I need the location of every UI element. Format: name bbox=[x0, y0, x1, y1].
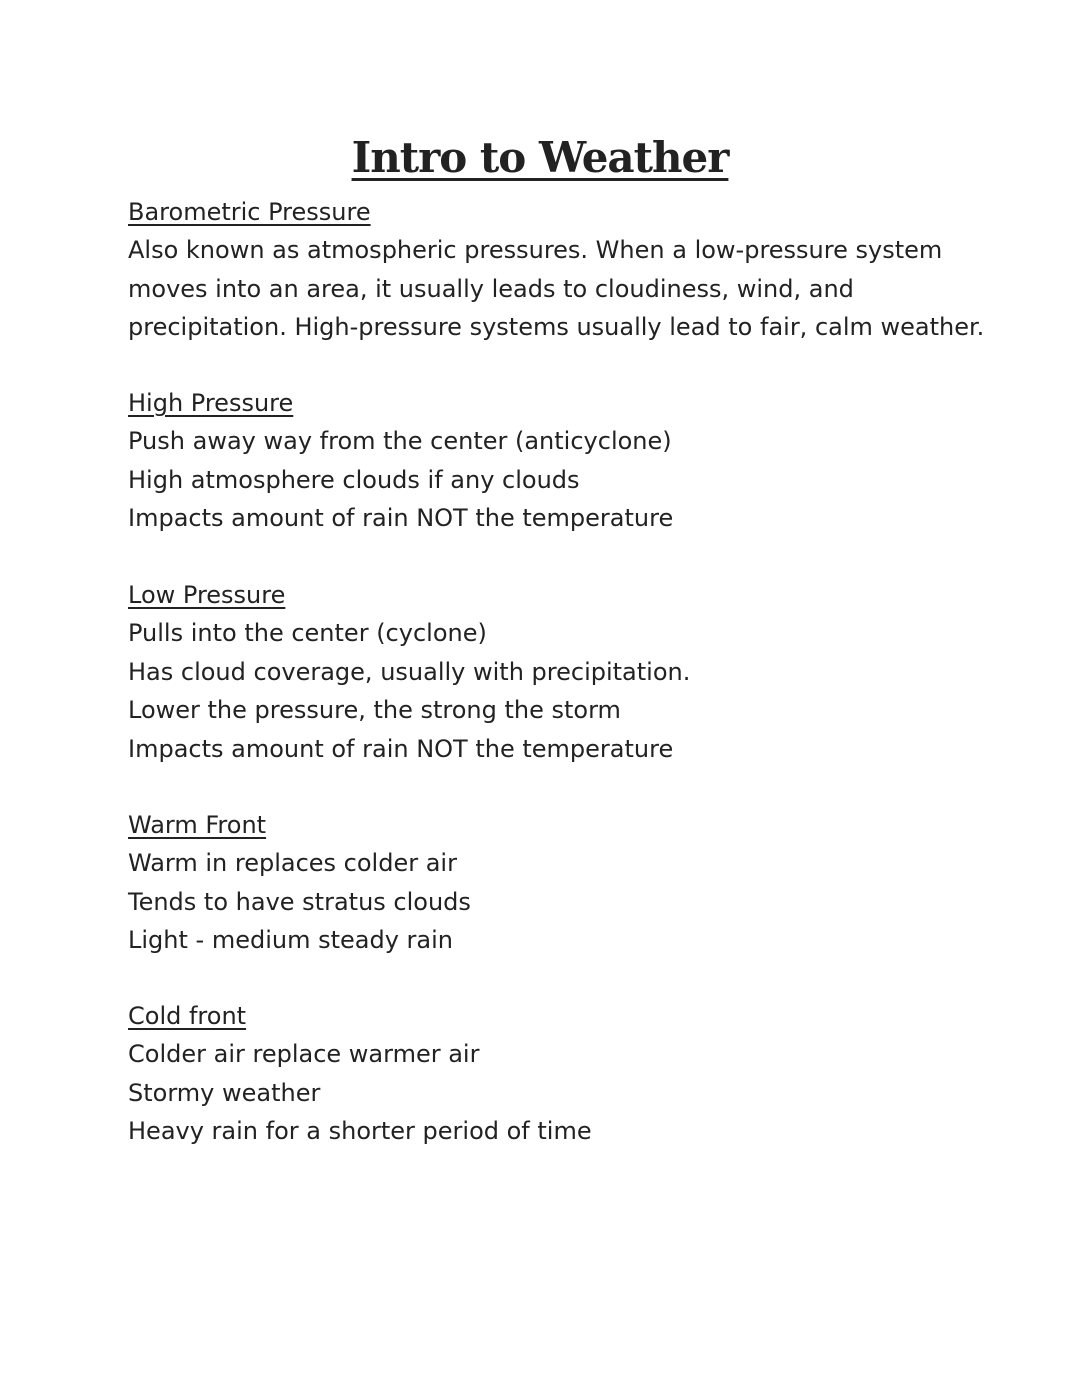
section-cold-front bbox=[128, 997, 1028, 1151]
section-high-pressure bbox=[128, 384, 1028, 538]
section-heading: Low Pressure bbox=[128, 581, 286, 609]
list-item: Lower the pressure, the strong the storm bbox=[128, 696, 621, 725]
paragraph-line: Also known as atmospheric pressures. When a low-pressure system bbox=[128, 236, 943, 265]
list-item: Heavy rain for a shorter period of time bbox=[128, 1117, 592, 1146]
list-item: Has cloud coverage, usually with precipitation. bbox=[128, 657, 691, 686]
section-heading: Barometric Pressure bbox=[128, 198, 371, 226]
paragraph-line: moves into an area, it usually leads to cloudiness, wind, and bbox=[128, 274, 854, 303]
list-item: Push away way from the center (anticyclone) bbox=[128, 427, 672, 456]
section-heading: Cold front bbox=[128, 1002, 247, 1030]
section-heading: High Pressure bbox=[128, 389, 294, 417]
list-item: Impacts amount of rain NOT the temperature bbox=[128, 734, 674, 763]
page-title-text: Intro to Weather bbox=[351, 133, 729, 182]
list-item: Tends to have stratus clouds bbox=[128, 887, 471, 916]
list-item: Light - medium steady rain bbox=[128, 926, 453, 955]
list-item: High atmosphere clouds if any clouds bbox=[128, 465, 580, 494]
paragraph-line: precipitation. High-pressure systems usually lead to fair, calm weather. bbox=[128, 313, 985, 342]
list-item: Stormy weather bbox=[128, 1078, 321, 1107]
section-low-pressure bbox=[128, 576, 1028, 768]
page-title bbox=[0, 128, 1080, 188]
list-item: Warm in replaces colder air bbox=[128, 849, 457, 878]
list-item: Colder air replace warmer air bbox=[128, 1040, 480, 1069]
list-item: Pulls into the center (cyclone) bbox=[128, 619, 487, 648]
section-barometric-pressure bbox=[128, 193, 1028, 347]
section-warm-front bbox=[128, 806, 1028, 960]
list-item: Impacts amount of rain NOT the temperature bbox=[128, 504, 674, 533]
section-paragraph bbox=[128, 231, 1028, 346]
section-heading: Warm Front bbox=[128, 811, 267, 839]
